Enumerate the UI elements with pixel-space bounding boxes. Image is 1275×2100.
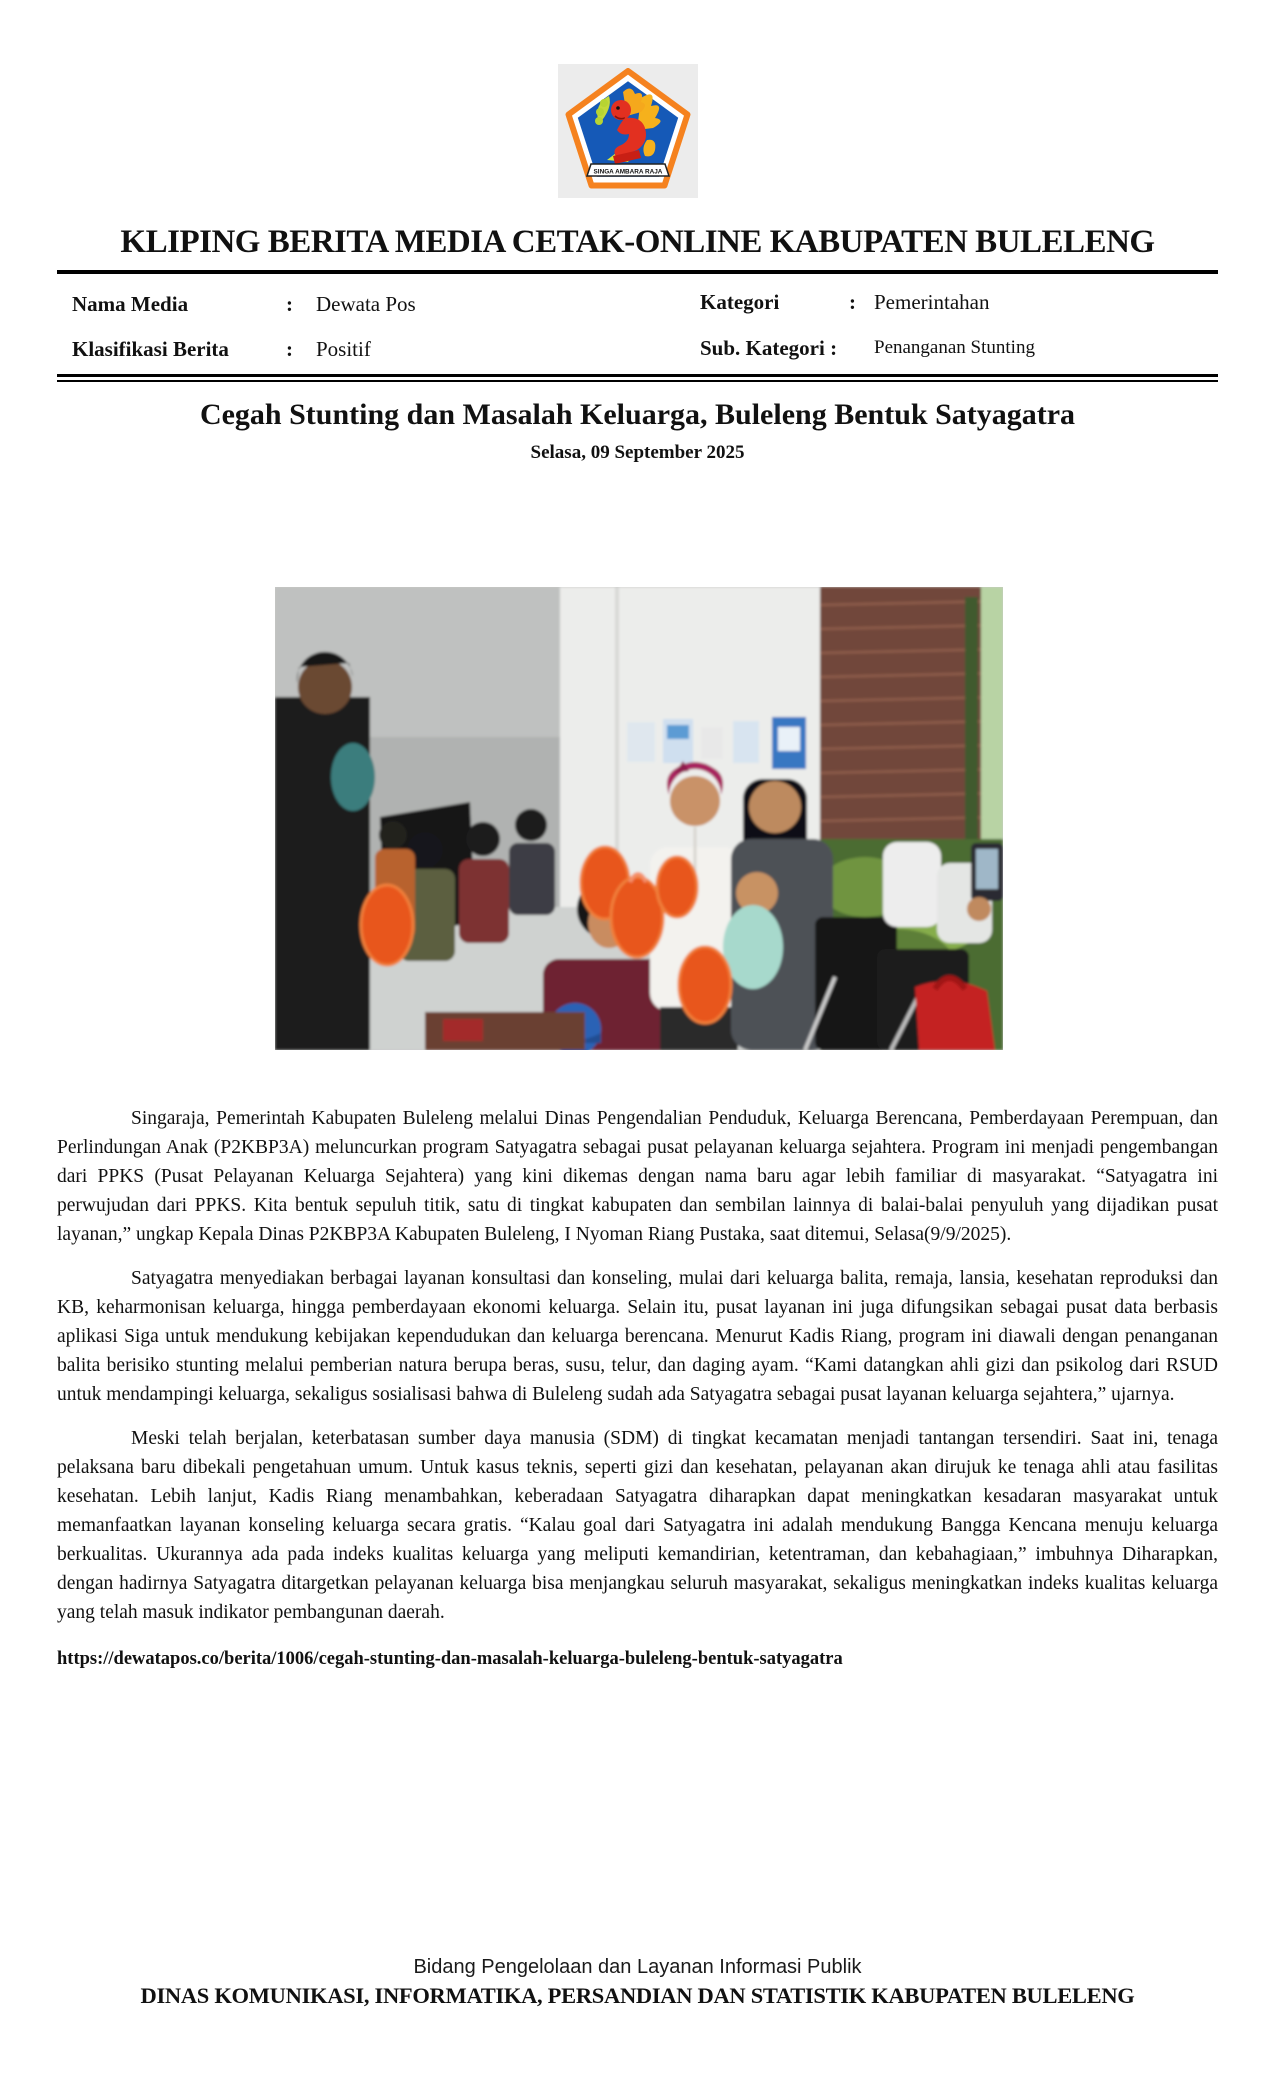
- article-title: Cegah Stunting dan Masalah Keluarga, Buleleng Bentuk Satyagatra: [199, 398, 1076, 431]
- seal-banner-text: SINGA AMBARA RAJA: [593, 168, 663, 176]
- page-footer: [0, 1956, 1275, 2009]
- kategori-label: Kategori: [700, 290, 780, 314]
- paragraph-1: Singaraja, Pemerintah Kabupaten Buleleng melalui Dinas Pengendalian Penduduk, Keluarga Berencana, Pemberdayaan Perempuan, dan Perlindungan Anak (P2KBP3A) meluncurkan program Satyagatra sebagai pusat pelayanan keluarga sejahtera. Program ini menjadi pengembangan dari PPKS (Pusat Pelayanan Keluarga Sejahtera) yang kini dikemas dengan nama baru agar lebih familiar di masyarakat. “Satyagatra ini perwujudan dari PPKS. Kita bentuk sepuluh titik, satu di tingkat kabupaten dan sembilan lainnya di balai-balai penyuluh yang dijadikan pusat layanan,” ungkap Kepala Dinas P2KBP3A Kabupaten Buleleng, I Nyoman Riang Pustaka, saat ditemui, Selasa(9/9/2025).: [57, 1108, 1218, 1245]
- klasifikasi-value: Positif: [316, 337, 371, 361]
- page-title: KLIPING BERITA MEDIA CETAK-ONLINE KABUPATEN BULELENG: [120, 224, 1155, 260]
- sub-kategori-label: Sub. Kategori :: [700, 336, 838, 360]
- article-photo: [275, 587, 1003, 1050]
- colon: :: [286, 337, 293, 361]
- kategori-value: Pemerintahan: [874, 290, 990, 314]
- paragraph-3: Meski telah berjalan, keterbatasan sumber daya manusia (SDM) di tingkat kecamatan menjadi tantangan tersendiri. Saat ini, tenaga pelaksana baru dibekali pengetahuan umum. Untuk kasus teknis, seperti gizi dan kesehatan, pelayanan akan dirujuk ke tenaga ahli atau fasilitas kesehatan. Lebih lanjut, Kadis Riang menambahkan, keberadaan Satyagatra diharapkan dapat meningkatkan kesadaran masyarakat untuk memanfaatkan layanan konseling keluarga secara gratis. “Kalau goal dari Satyagatra ini adalah mendukung Bangga Kencana menuju keluarga berkualitas. Ukurannya ada pada indeks kualitas keluarga yang meliputi kemandirian, ketentraman, dan kebahagiaan,” imbuhnya Diharapkan, dengan hadirnya Satyagatra ditargetkan pelayanan keluarga bisa menjangkau seluruh masyarakat, sekaligus meningkatkan indeks kualitas keluarga yang telah masuk indikator pembangunan daerah.: [57, 1428, 1218, 1623]
- singa-ambara-raja-seal-icon: [563, 68, 693, 194]
- colon: :: [849, 290, 856, 314]
- article-date: Selasa, 09 September 2025: [530, 442, 745, 463]
- photo-scene: [275, 587, 1003, 1050]
- colon: :: [286, 292, 293, 316]
- sub-kategori-value: Penanganan Stunting: [874, 337, 1035, 358]
- klasifikasi-label: Klasifikasi Berita: [72, 337, 229, 361]
- article-body: [57, 1104, 1218, 1674]
- nama-media-label: Nama Media: [72, 292, 189, 316]
- footer-agency: DINAS KOMUNIKASI, INFORMATIKA, PERSANDIAN DAN STATISTIK KABUPATEN BULELENG: [140, 1983, 1135, 2008]
- header-divider: [57, 270, 1218, 274]
- buleleng-seal-logo: [558, 64, 698, 198]
- metadata-divider: [57, 374, 1218, 382]
- nama-media-value: Dewata Pos: [316, 292, 416, 316]
- paragraph-2: Satyagatra menyediakan berbagai layanan konsultasi dan konseling, mulai dari keluarga balita, remaja, lansia, kesehatan reproduksi dan KB, keharmonisan keluarga, hingga pemberdayaan ekonomi keluarga. Selain itu, pusat layanan ini juga difungsikan sebagai pusat data berbasis aplikasi Siga untuk mendukung kebijakan kependudukan dan keluarga berencana. Menurut Kadis Riang, program ini diawali dengan penanganan balita berisiko stunting melalui pemberian natura berupa beras, susu, telur, dan daging ayam. “Kami datangkan ahli gizi dan psikolog dari RSUD untuk mendampingi keluarga, sekaligus sosialisasi bahwa di Buleleng sudah ada Satyagatra sebagai pusat layanan keluarga sejahtera,” ujarnya.: [57, 1268, 1218, 1405]
- footer-division: Bidang Pengelolaan dan Layanan Informasi Publik: [413, 1956, 862, 1978]
- source-url: https://dewatapos.co/berita/1006/cegah-stunting-dan-masalah-keluarga-buleleng-bentuk-satyagatra: [57, 1649, 843, 1669]
